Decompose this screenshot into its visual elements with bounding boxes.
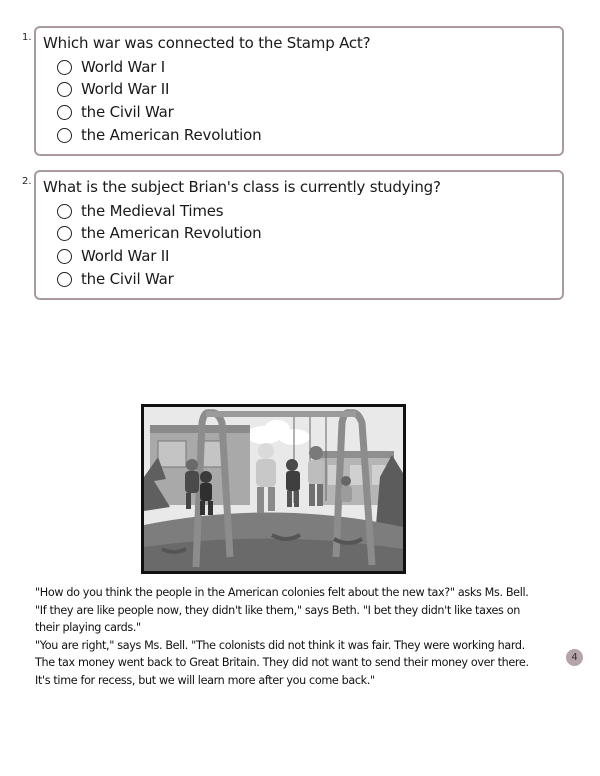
radio-button[interactable]: [57, 204, 72, 219]
question-2-number: 2.: [22, 176, 32, 187]
question-2-text: What is the subject Brian's class is currently studying?: [43, 178, 441, 196]
radio-button[interactable]: [57, 60, 72, 75]
radio-button[interactable]: [57, 128, 72, 143]
q1-option-american-revolution[interactable]: [57, 125, 261, 145]
option-label: the Civil War: [81, 103, 174, 121]
q2-option-medieval-times[interactable]: [57, 201, 223, 221]
radio-button[interactable]: [57, 249, 72, 264]
q1-option-world-war-1[interactable]: [57, 57, 165, 77]
option-label: World War II: [81, 80, 170, 98]
radio-button[interactable]: [57, 226, 72, 241]
q2-option-civil-war[interactable]: [57, 269, 174, 289]
radio-button[interactable]: [57, 105, 72, 120]
story-line: "How do you think the people in the American colonies felt about the new tax?" asks Ms. Bell.: [35, 586, 529, 599]
story-passage: [35, 584, 565, 690]
q1-option-civil-war[interactable]: [57, 102, 174, 122]
question-1-number: 1.: [22, 32, 32, 43]
story-line: "If they are like people now, they didn't like them," says Beth. "I bet they didn't like taxes on: [35, 603, 520, 617]
playground-illustration: [141, 404, 406, 574]
radio-button[interactable]: [57, 272, 72, 287]
option-label: the Civil War: [81, 270, 174, 288]
story-line: The tax money went back to Great Britain. They did not want to send their money over there.: [35, 656, 529, 670]
question-1-text: Which war was connected to the Stamp Act?: [43, 34, 371, 52]
q2-option-american-revolution[interactable]: [57, 223, 261, 243]
story-line: "You are right," says Ms. Bell. "The colonists did not think it was fair. They were working hard.: [35, 638, 525, 652]
option-label: World War I: [81, 58, 165, 76]
playground-scene-image: [144, 407, 403, 571]
option-label: the American Revolution: [81, 126, 262, 144]
story-line: their playing cards.": [35, 621, 141, 635]
page-number-badge: 4: [566, 649, 583, 666]
question-1-box: [34, 26, 564, 156]
option-label: the Medieval Times: [81, 202, 224, 220]
radio-button[interactable]: [57, 82, 72, 97]
q1-option-world-war-2[interactable]: [57, 79, 169, 99]
question-2-box: [34, 170, 564, 300]
q2-option-world-war-2[interactable]: [57, 246, 169, 266]
option-label: World War II: [81, 247, 170, 265]
story-line: It's time for recess, but we will learn more after you come back.": [35, 673, 375, 687]
option-label: the American Revolution: [81, 224, 262, 242]
